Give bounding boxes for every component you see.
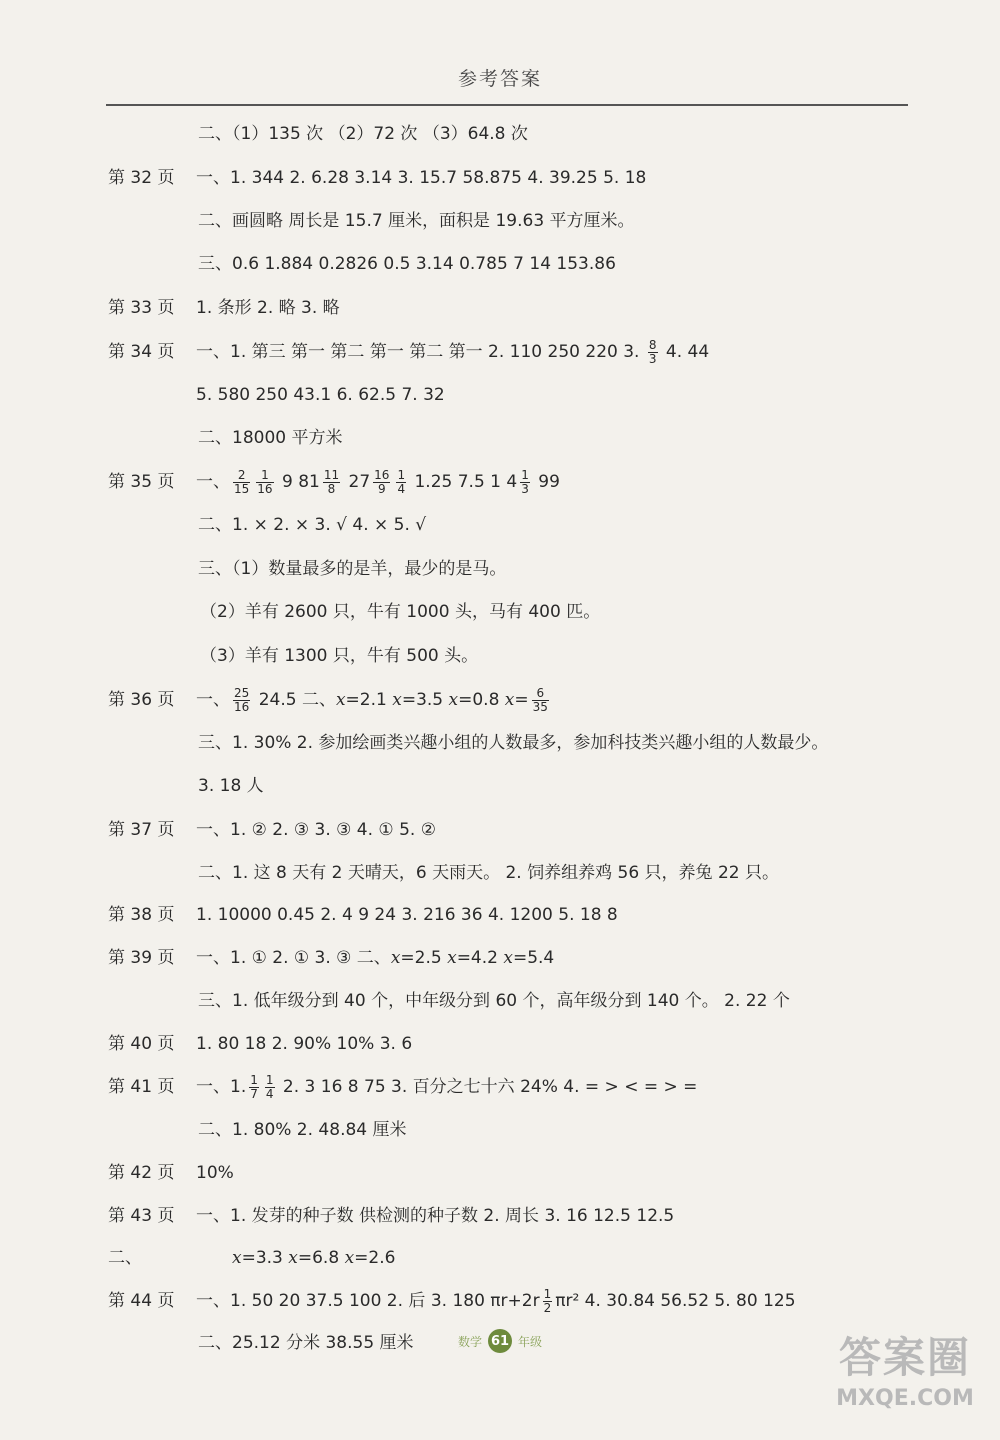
page-label: 第 40 页	[108, 1034, 175, 1054]
page-label: 第 42 页	[108, 1163, 175, 1183]
answer-line: 二、1. 80% 2. 48.84 厘米	[198, 1120, 407, 1140]
answer-text: 一、1. 50 20 37.5 100 2. 后 3. 180 πr+2r	[196, 1291, 540, 1311]
answer-line	[196, 336, 709, 368]
page-number-badge: 61	[488, 1329, 512, 1353]
page-label: 第 43 页	[108, 1206, 175, 1226]
answer-text: πr² 4. 30.84 56.52 5. 80 125	[555, 1291, 796, 1311]
answer-line: 二、1. × 2. × 3. √ 4. × 5. √	[198, 515, 427, 535]
answer-line: （2）羊有 2600 只，牛有 1000 头，马有 400 匹。	[200, 602, 601, 622]
fraction: $\frac{11}{8}$	[323, 467, 340, 496]
answer-line: 10%	[196, 1163, 234, 1183]
answer-line: 二、（1）135 次 （2）72 次 （3）64.8 次	[198, 124, 528, 144]
fraction: $\frac{8}{3}$	[648, 337, 657, 366]
footer-right-text: 年级	[518, 1334, 543, 1349]
answer-text: 一、	[196, 472, 230, 492]
variable: x	[503, 948, 513, 968]
answer-text: =3.5	[401, 690, 449, 710]
fraction: $\frac{1}{4}$	[397, 467, 406, 496]
answer-line: 二、1. 这 8 天有 2 天晴天，6 天雨天。 2. 饲养组养鸡 56 只，养兔 22 只。	[198, 863, 779, 883]
page-label: 第 38 页	[108, 905, 175, 925]
watermark-url: MXQE.COM	[836, 1386, 974, 1411]
variable: x	[288, 1248, 298, 1268]
answer-line	[196, 1071, 697, 1103]
fraction: $\frac{2}{15}$	[234, 467, 250, 496]
answer-line	[196, 466, 560, 498]
answer-text: 一、1. 第三 第一 第二 第一 第二 第一 2. 110 250 220 3.	[196, 342, 640, 362]
answer-line: 二、画圆略 周长是 15.7 厘米，面积是 19.63 平方厘米。	[198, 211, 635, 231]
fraction: $\frac{1}{4}$	[265, 1072, 274, 1101]
answer-text: 1.25 7.5 1 4	[414, 472, 518, 492]
answer-line: 1. 条形 2. 略 3. 略	[196, 298, 340, 318]
page-label: 第 41 页	[108, 1077, 175, 1097]
answer-line: 5. 580 250 43.1 6. 62.5 7. 32	[196, 385, 445, 405]
answer-line: 一、1. 344 2. 6.28 3.14 3. 15.7 58.875 4. 39.25 5. 18	[196, 168, 647, 188]
watermark-logo	[820, 1330, 990, 1430]
fraction: $\frac{25}{16}$	[234, 685, 250, 714]
answer-line: 1. 10000 0.45 2. 4 9 24 3. 216 36 4. 1200 5. 18 8	[196, 905, 618, 925]
answer-text: =2.5	[400, 948, 448, 968]
watermark-text: 答案圈	[838, 1333, 971, 1382]
page-label: 第 33 页	[108, 298, 175, 318]
variable: x	[392, 690, 402, 710]
page-label: 第 39 页	[108, 948, 175, 968]
page-label: 第 37 页	[108, 820, 175, 840]
answer-text: 一、1.	[196, 1077, 247, 1097]
answer-text: 9 81	[281, 472, 320, 492]
page-label: 第 35 页	[108, 472, 175, 492]
fraction: $\frac{16}{9}$	[374, 467, 390, 496]
answer-text: 27	[348, 472, 371, 492]
variable: x	[448, 690, 459, 710]
answer-text: =3.3	[241, 1248, 289, 1268]
fraction: $\frac{1}{2}$	[543, 1286, 552, 1315]
answer-text: 一、	[196, 690, 230, 710]
variable: x	[447, 948, 457, 968]
page-label: 第 34 页	[108, 342, 175, 362]
answer-text: 99	[538, 472, 560, 492]
page-label: 第 36 页	[108, 690, 175, 710]
answer-line: 3. 18 人	[198, 776, 264, 796]
header-divider	[106, 104, 908, 106]
answer-text: =4.2	[456, 948, 504, 968]
answer-line	[196, 1285, 796, 1317]
answer-line: （3）羊有 1300 只，牛有 500 头。	[200, 646, 479, 666]
answer-text: =5.4	[512, 948, 555, 968]
answer-text: 4. 44	[665, 342, 710, 362]
answer-text: =6.8	[297, 1248, 345, 1268]
fraction: $\frac{1}{16}$	[257, 467, 273, 496]
answer-line	[196, 942, 554, 974]
page-title: 参考答案	[457, 68, 542, 90]
variable: x	[232, 1248, 242, 1268]
page-label: 第 44 页	[108, 1291, 175, 1311]
answer-text: =2.1	[345, 690, 393, 710]
fraction: $\frac{1}{3}$	[521, 467, 529, 496]
answer-line: 一、1. 发芽的种子数 供检测的种子数 2. 周长 3. 16 12.5 12.5	[196, 1206, 675, 1226]
page-footer	[420, 1326, 580, 1356]
answer-text: =	[514, 690, 529, 710]
variable: x	[504, 690, 515, 710]
answer-text: 2. 3 16 8 75 3. 百分之七十六 24% 4. = > < = > =	[282, 1077, 698, 1097]
answer-line: 一、1. ② 2. ③ 3. ③ 4. ① 5. ②	[196, 820, 436, 840]
answer-text: =0.8	[458, 690, 505, 710]
answer-line: 1. 80 18 2. 90% 10% 3. 6	[196, 1034, 413, 1054]
page-label: 第 32 页	[108, 168, 175, 188]
answer-text: 一、1. ① 2. ① 3. ③ 二、	[196, 948, 391, 968]
answer-line	[196, 684, 552, 716]
variable: x	[390, 948, 401, 968]
answer-line: 三、1. 低年级分到 40 个，中年级分到 60 个，高年级分到 140 个。 2. 22 个	[198, 991, 790, 1011]
footer-left-text: 数学	[457, 1334, 482, 1349]
answer-line: 三、（1）数量最多的是羊，最少的是马。	[198, 559, 507, 579]
answer-line: 二、25.12 分米 38.55 厘米	[198, 1333, 414, 1353]
answer-line: 二、18000 平方米	[198, 428, 343, 448]
answer-text: =2.6	[354, 1248, 396, 1268]
variable: x	[344, 1248, 355, 1268]
fraction: $\frac{1}{7}$	[250, 1072, 258, 1101]
variable: x	[335, 690, 346, 710]
answer-line-prefix: 二、	[108, 1248, 142, 1268]
fraction: $\frac{6}{35}$	[532, 685, 548, 714]
answer-text: 24.5 二、	[258, 690, 336, 710]
answer-line: 三、1. 30% 2. 参加绘画类兴趣小组的人数最多，参加科技类兴趣小组的人数最少。	[198, 733, 829, 753]
answer-line: 三、0.6 1.884 0.2826 0.5 3.14 0.785 7 14 153.86	[198, 254, 616, 274]
answer-line	[232, 1242, 395, 1274]
